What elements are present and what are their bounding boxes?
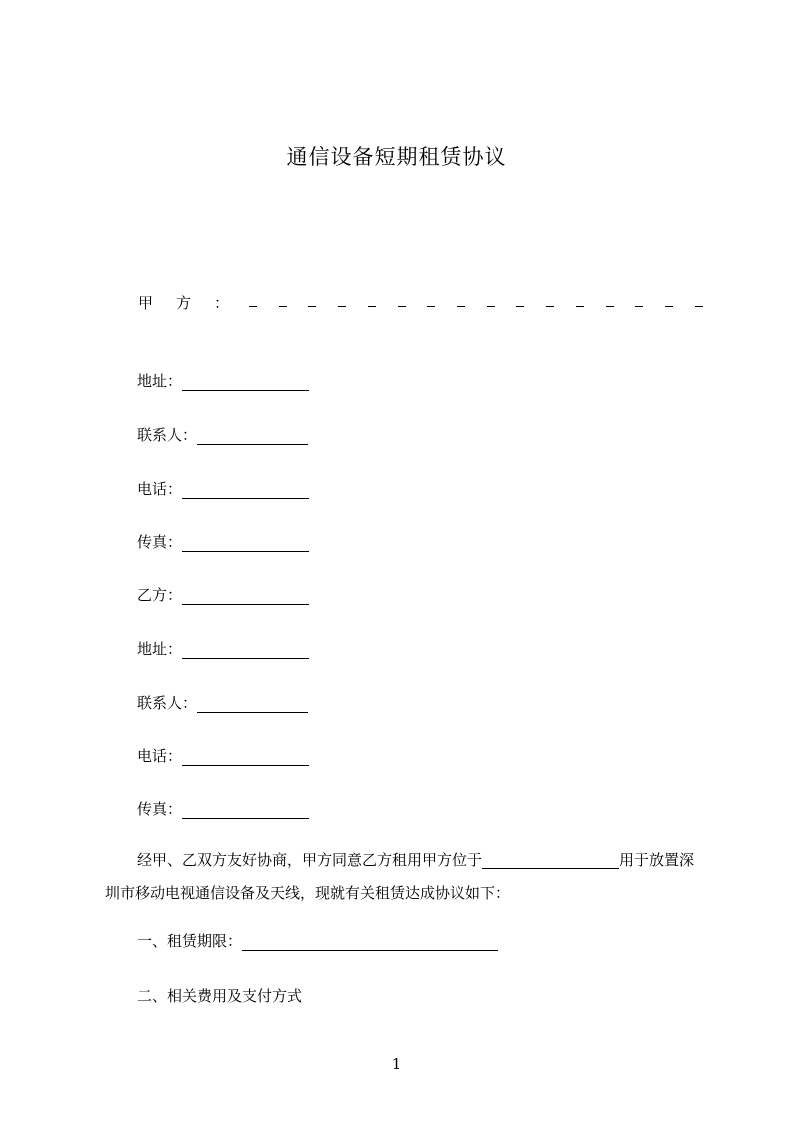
field-label: 联系人：: [137, 694, 198, 712]
field-label: 地址：: [137, 640, 183, 658]
party-a-phone-blank[interactable]: [182, 478, 309, 499]
field-label: 传真：: [137, 800, 183, 818]
section-1-label: 一、租赁期限：: [137, 932, 243, 950]
intro-text-before: 经甲、乙双方友好协商，甲方同意乙方租用甲方位于: [137, 851, 483, 869]
intro-paragraph: [105, 844, 705, 910]
party-b-name-blank[interactable]: [182, 584, 309, 605]
location-blank[interactable]: [482, 848, 619, 869]
field-label: 传真：: [137, 533, 183, 551]
party-b-phone-blank[interactable]: [182, 745, 309, 766]
party-b-contact-field: [137, 692, 308, 714]
field-label: 电话：: [137, 480, 183, 498]
party-a-address-blank[interactable]: [182, 370, 309, 391]
party-a-label-fang: 方: [176, 294, 192, 312]
party-a-fax-field: [137, 531, 309, 553]
party-a-line: [138, 290, 704, 314]
page-number: 1: [391, 1055, 402, 1073]
party-b-phone-field: [137, 745, 309, 767]
field-label: 地址：: [137, 372, 183, 390]
party-b-name-field: [137, 584, 309, 606]
party-b-fax-field: [137, 798, 309, 820]
section-2-label: 二、相关费用及支付方式: [137, 987, 303, 1005]
field-label: 联系人：: [137, 426, 198, 444]
lease-term-blank[interactable]: [242, 930, 498, 951]
party-a-address-field: [137, 370, 309, 392]
party-a-label-jia: 甲: [138, 294, 154, 312]
party-b-address-field: [137, 638, 309, 660]
party-a-colon: ：: [214, 294, 230, 312]
document-title: 通信设备短期租赁协议: [286, 145, 507, 169]
party-a-contact-field: [137, 424, 308, 446]
party-a-phone-field: [137, 478, 309, 500]
party-b-contact-blank[interactable]: [197, 692, 308, 713]
fees-payment-heading: [137, 985, 302, 1007]
party-a-fax-blank[interactable]: [182, 531, 309, 552]
party-a-contact-blank[interactable]: [197, 424, 308, 445]
party-b-fax-blank[interactable]: [182, 798, 309, 819]
field-label: 电话：: [137, 747, 183, 765]
field-label: 乙方：: [137, 586, 183, 604]
intro-text-after: 用于放置深圳市移动电视通信设备及天线，现就有关租赁达成协议如下：: [105, 851, 695, 902]
lease-term-field: [137, 930, 498, 952]
party-b-address-blank[interactable]: [182, 638, 309, 659]
party-a-blank-dashes[interactable]: [249, 306, 703, 308]
